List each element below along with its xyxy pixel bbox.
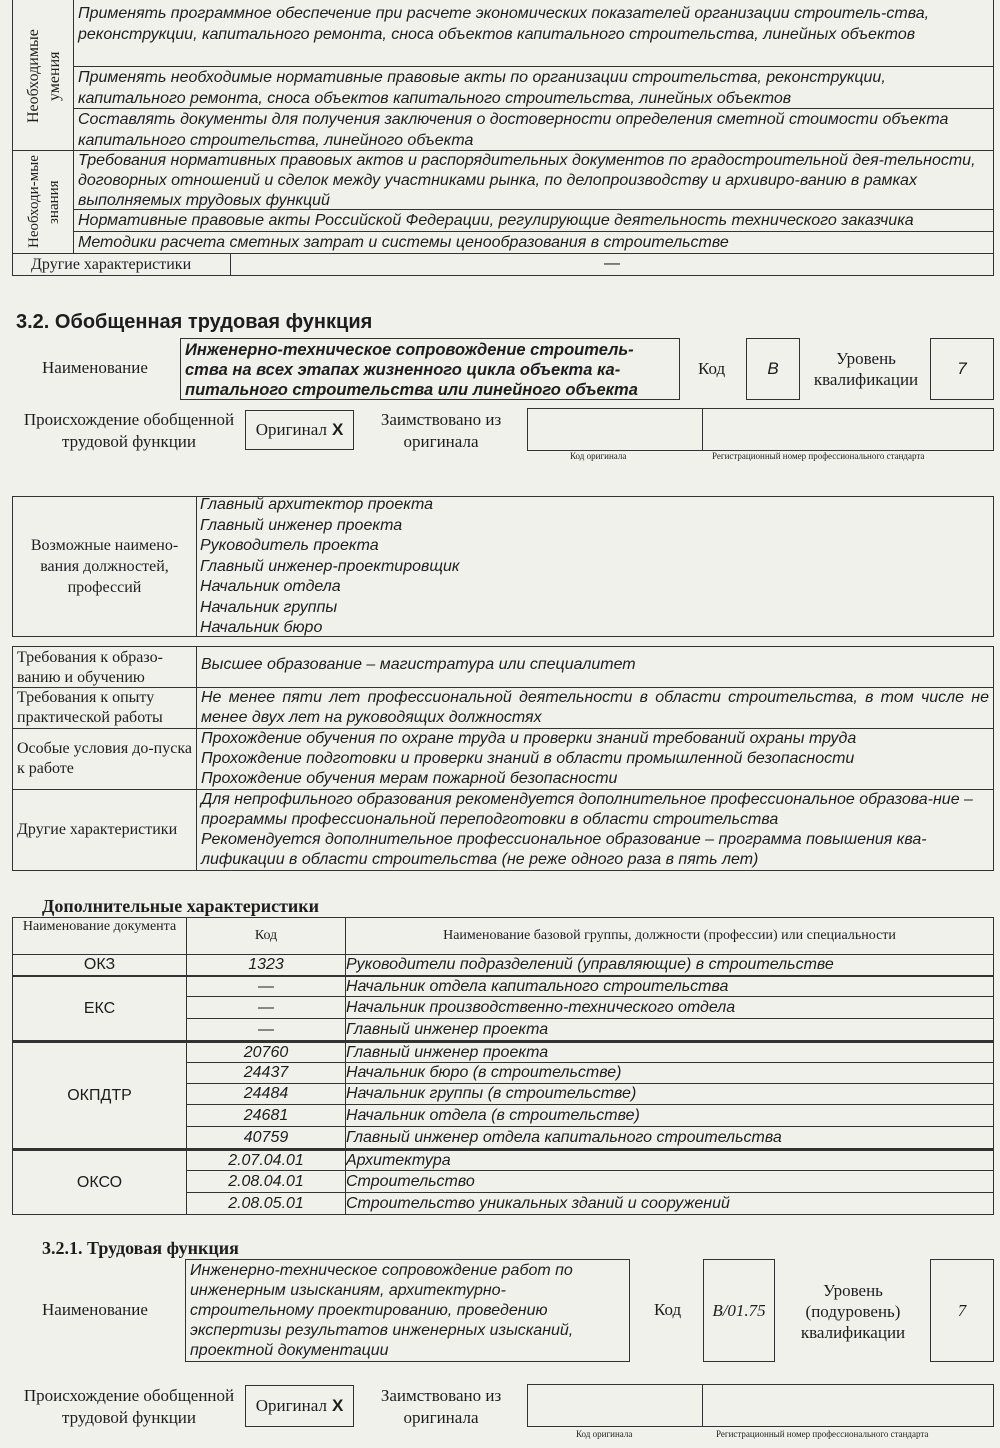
code-cell: 24484 xyxy=(186,1083,346,1105)
code-cell: — xyxy=(186,996,346,1019)
requirement-label: Особые условия до-пуска к работе xyxy=(12,728,197,790)
name-cell: Начальник отдела капитального строительства xyxy=(345,975,994,997)
knowledge-row: Методики расчета сметных затрат и системы ценообразования в строительстве xyxy=(73,231,994,254)
gtf-name-value: Инженерно-техническое сопровождение строитель-ства на всех этапах жизненного цикла объекта ка-питального строительства или линейного объекта xyxy=(180,338,680,400)
gtf-original-box xyxy=(245,410,354,450)
section-3-2-1-heading: 3.2.1. Трудовая функция xyxy=(42,1238,239,1258)
requirement-label: Другие характеристики xyxy=(12,789,197,871)
code-cell: 40759 xyxy=(186,1126,346,1149)
tf-reg-number-caption: Регистрационный номер профессионального стандарта xyxy=(716,1429,929,1439)
gtf-code-value: B xyxy=(746,338,800,400)
requirement-line: Прохождение обучения мерам пожарной безопасности xyxy=(201,770,618,787)
code-cell: — xyxy=(186,975,346,997)
skill-row: Составлять документы для получения заключения о достоверности определения сметной стоимости объекта капитального строительства, линейного объекта xyxy=(73,108,994,151)
tf-code-label: Код xyxy=(654,1300,682,1319)
col-code-header: Код xyxy=(186,917,346,955)
requirement-label: Требования к опыту практической работы xyxy=(12,687,197,729)
gtf-code-label: Код xyxy=(698,359,726,378)
requirement-line: Рекомендуется дополнительное профессиональное образование – программа повышения ква-лификации в области строительства (не реже одного раза в пять лет) xyxy=(201,831,927,868)
gtf-original-label: Оригинал xyxy=(255,420,327,439)
position-item: Главный инженер-проектировщик xyxy=(200,557,460,575)
name-cell: Начальник бюро (в строительстве) xyxy=(345,1062,994,1084)
gtf-code-original-box xyxy=(527,408,703,451)
requirement-line: Прохождение подготовки и проверки знаний в области промышленной безопасности xyxy=(201,750,855,767)
tf-borrowed-label: Заимствовано из оригинала xyxy=(380,1386,502,1427)
section-3-2-heading: 3.2. Обобщенная трудовая функция xyxy=(16,311,373,333)
name-cell: Строительство xyxy=(345,1170,994,1193)
code-cell: — xyxy=(186,1018,346,1041)
tf-code-original-box xyxy=(527,1384,703,1427)
tf-original-box xyxy=(245,1385,354,1427)
requirement-value xyxy=(196,728,994,790)
tf-level-value: 7 xyxy=(930,1259,994,1362)
code-cell: 2.08.04.01 xyxy=(186,1170,346,1193)
position-item: Главный инженер проекта xyxy=(200,516,403,534)
name-cell: Главный инженер проекта xyxy=(345,1041,994,1063)
gtf-level-label: Уровень квалификации xyxy=(813,349,919,389)
gtf-reg-number-box xyxy=(702,408,994,451)
doc-cell: ЕКС xyxy=(12,975,187,1041)
requirement-line: Прохождение обучения по охране труда и проверки знаний требований охраны труда xyxy=(201,730,857,747)
doc-cell: ОКСО xyxy=(12,1149,187,1215)
position-item: Начальник группы xyxy=(200,598,338,616)
gtf-original-mark: X xyxy=(331,420,344,439)
code-cell: 2.08.05.01 xyxy=(186,1192,346,1215)
skills-header: Необходимые умения xyxy=(25,29,63,123)
col-name-header: Наименование базовой группы, должности (профессии) или специальности xyxy=(345,917,994,955)
name-cell: Руководители подразделений (управляющие) в строительстве xyxy=(345,954,994,976)
gtf-reg-number-caption: Регистрационный номер профессионального стандарта xyxy=(712,451,925,461)
tf-code-value: B/01.75 xyxy=(703,1259,775,1362)
name-cell: Главный инженер отдела капитального строительства xyxy=(345,1126,994,1149)
knowledge-header: Необходи-мые знания xyxy=(26,155,62,249)
skill-row: Применять программное обеспечение при расчете экономических показателей организации строитель-ства, реконструкции, капитального ремонта, сноса объектов капитального строительства, линейных объектов xyxy=(73,0,994,67)
col-doc-header: Наименование документа xyxy=(12,917,187,955)
other-characteristics-label: Другие характеристики xyxy=(12,253,231,276)
position-item: Главный архитектор проекта xyxy=(200,496,433,513)
name-cell: Строительство уникальных зданий и сооружений xyxy=(345,1192,994,1215)
requirement-value xyxy=(196,687,994,729)
code-cell: 20760 xyxy=(186,1041,346,1063)
gtf-borrowed-label: Заимствовано из оригинала xyxy=(380,410,502,451)
gtf-level-value: 7 xyxy=(930,338,994,400)
name-cell: Начальник группы (в строительстве) xyxy=(345,1083,994,1105)
tf-reg-number-box xyxy=(702,1384,994,1427)
additional-heading: Дополнительные характеристики xyxy=(42,896,320,916)
skill-row: Применять необходимые нормативные правовые акты по организации строительства, реконструкции, капитального ремонта, сноса объектов капитального строительства, линейных объектов xyxy=(73,66,994,109)
requirement-label: Требования к образо-ванию и обучению xyxy=(12,646,197,688)
other-characteristics-value: — xyxy=(230,253,994,276)
knowledge-row: Нормативные правовые акты Российской Федерации, регулирующие деятельность технического заказчика xyxy=(73,209,994,232)
knowledge-header-cell xyxy=(12,150,74,254)
name-cell: Начальник отдела (в строительстве) xyxy=(345,1104,994,1127)
code-cell: 1323 xyxy=(186,954,346,976)
requirement-value xyxy=(196,789,994,871)
tf-level-label: Уровень (подуровень) квалификации xyxy=(800,1281,906,1342)
tf-code-original-caption: Код оригинала xyxy=(576,1429,633,1439)
requirement-line: Высшее образование – магистратура или специалитет xyxy=(201,656,636,673)
code-cell: 24437 xyxy=(186,1062,346,1084)
requirement-line: Не менее пяти лет профессиональной деятельности в области строительства, в том числе не менее двух лет на руководящих должностях xyxy=(201,689,989,726)
doc-cell: ОКПДТР xyxy=(12,1041,187,1149)
name-cell: Главный инженер проекта xyxy=(345,1018,994,1041)
position-item: Начальник бюро xyxy=(200,619,323,636)
doc-cell: ОКЗ xyxy=(12,954,187,976)
tf-origin-label: Происхождение обобщенной трудовой функции xyxy=(23,1386,235,1427)
positions-label: Возможные наимено-вания должностей, профессий xyxy=(12,496,197,637)
gtf-name-label: Наименование xyxy=(42,358,148,377)
code-cell: 24681 xyxy=(186,1104,346,1127)
skills-header-cell xyxy=(12,0,74,151)
requirement-value xyxy=(196,646,994,688)
gtf-origin-label: Происхождение обобщенной трудовой функции xyxy=(23,410,235,451)
positions-list xyxy=(200,495,459,639)
tf-original-mark: X xyxy=(331,1396,344,1415)
tf-original-label: Оригинал xyxy=(255,1396,327,1415)
position-item: Руководитель проекта xyxy=(200,537,379,554)
knowledge-row: Требования нормативных правовых актов и распорядительных документов по градостроительной дея-тельности, договорных отношений и сделок между участниками рынка, по делопроизводству и архивиро-ванию в рамках выполняемых трудовых функций xyxy=(73,150,994,210)
gtf-code-original-caption: Код оригинала xyxy=(570,451,627,461)
requirement-line: Для непрофильного образования рекомендуется дополнительное профессиональное образова-ние – программы профессиональной переподготовки в области строительства xyxy=(201,791,973,828)
name-cell: Архитектура xyxy=(345,1149,994,1171)
tf-name-label: Наименование xyxy=(42,1300,148,1319)
name-cell: Начальник производственно-технического отдела xyxy=(345,996,994,1019)
code-cell: 2.07.04.01 xyxy=(186,1149,346,1171)
tf-name-value: Инженерно-техническое сопровождение работ по инженерным изысканиям, архитектурно-строительному проектированию, проведению экспертизы результатов инженерных изысканий, проектной документации xyxy=(185,1259,630,1362)
position-item: Начальник отдела xyxy=(200,578,341,595)
